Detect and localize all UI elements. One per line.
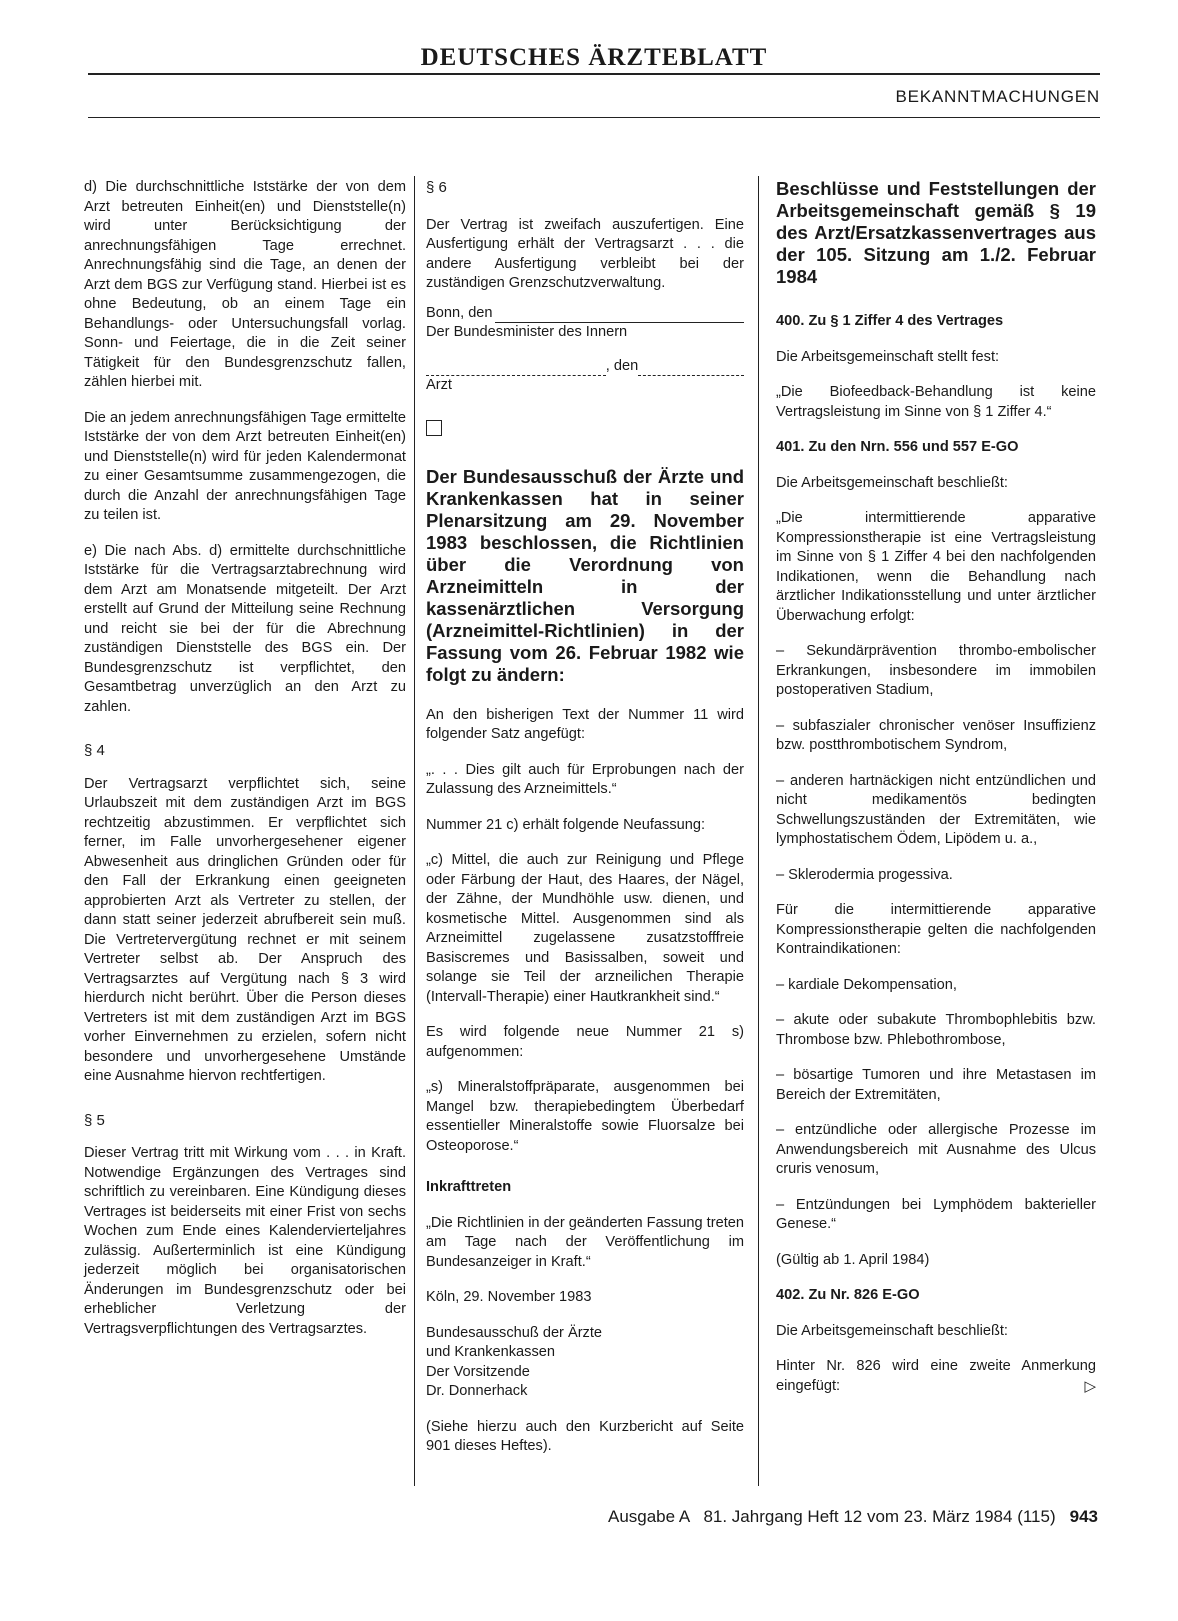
signature-line-1: Bundesausschuß der Ärzte [426, 1324, 603, 1341]
inkrafttreten-heading: Inkrafttreten [426, 1179, 512, 1195]
heading-402: 402. Zu Nr. 826 E-GO [776, 1287, 920, 1303]
section-6-heading: § 6 [426, 179, 447, 196]
paragraph-iststaerke: Die an jedem anrechnungsfähigen Tage ermittelte Iststärke der von dem Arzt betreuten Einheit(en) und Dienststelle(n) wird für jeden Kalendermonat zu einer Gesamtsumme zusammengezogen, die durch die Anzahl der anrechnungsfähigen Tage zu teilen ist. [84, 409, 406, 523]
section-4-text: Der Vertragsarzt verpflichtet sich, seine Urlaubszeit mit dem zuständigen Arzt im BGS rechtzeitig abzustimmen. Er verpflichtet sich ferner, im Falle unvorhergesehener eigener Abwesenheit aus dringlichen Gründen oder für den Fall der Erkrankung einen geeigneten approbierten Arzt als Vertreter zu stellen, der dann statt seiner jederzeit abrufbereit sein muß. Die Vertretervergütung rechnet er mit seinem Vertreter selbst ab. Der Anspruch des Vertragsarztes auf Vergütung nach § 3 wird hierdurch nicht berührt. Über die Person dieses Vertreters ist mit dem zuständigen Arzt im BGS vorher Einvernehmen zu erzielen, sofern nicht besondere und unvorhergesehene Umstände eine Ausnahme hiervon rechtfertigen. [84, 775, 406, 1084]
beschluss-intro-402: Die Arbeitsgemeinschaft beschließt: [776, 1322, 1008, 1339]
section-rule [88, 117, 1100, 118]
footer [608, 1506, 1098, 1528]
inkrafttreten-text: „Die Richtlinien in der geänderten Fassung treten am Tage nach der Veröffentlichung im Bundesanzeiger in Kraft.“ [426, 1214, 744, 1270]
place-date: Köln, 29. November 1983 [426, 1289, 592, 1305]
header-rule [88, 73, 1100, 75]
bonn-signature-line [426, 304, 744, 324]
arzt-label: Arzt [426, 377, 452, 393]
indication-4: – Sklerodermia progessiva. [776, 866, 953, 883]
nummer-11-quote: „. . . Dies gilt auch für Erprobungen nach der Zulassung des Arzneimittels.“ [426, 761, 744, 797]
signature-line-2: und Krankenkassen [426, 1344, 555, 1360]
contraindication-4: – entzündliche oder allergische Prozesse im Anwendungsbereich mit Ausnahme des Ulcus cruris venosum, [776, 1122, 1096, 1177]
column-divider-1 [414, 176, 415, 1486]
dashed-rule-left [426, 363, 606, 376]
signature-rule [495, 308, 744, 323]
dashed-rule-right [638, 363, 744, 376]
indication-1: – Sekundärprävention thrombo-embolischer Erkrankungen, insbesondere im immobilen postoperativen Stadium, [776, 643, 1096, 698]
minister-label: Der Bundesminister des Innern [426, 324, 628, 340]
arzt-signature-line [426, 357, 744, 377]
beschluss-intro-401: Die Arbeitsgemeinschaft beschließt: [776, 474, 1008, 491]
signature-block [426, 1324, 744, 1402]
anmerkung-text [776, 1357, 1096, 1396]
heading-400: 400. Zu § 1 Ziffer 4 des Vertrages [776, 313, 1004, 329]
heading-401: 401. Zu den Nrn. 556 und 557 E-GO [776, 439, 1019, 455]
issue-info: Ausgabe A 81. Jahrgang Heft 12 vom 23. März 1984 (115) [607, 1507, 1056, 1526]
column-1 [84, 178, 406, 1355]
kompression-quote: „Die intermittierende apparative Kompressionstherapie ist eine Vertragsleistung im Sinne von § 1 Ziffer 4 bei den nachfolgenden Indikationen, wenn die Behandlung nach ärztlicher Indikationsstellung und unter ärztlicher Überwachung erfolgt: [776, 510, 1096, 624]
signature-line-3: Der Vorsitzende [426, 1363, 530, 1380]
nummer-21c-intro: Nummer 21 c) erhält folgende Neufassung: [426, 816, 706, 833]
section-label: BEKANNTMACHUNGEN [895, 87, 1100, 106]
nummer-21c-quote: „c) Mittel, die auch zur Reinigung und Pflege oder Färbung der Haut, des Haares, der Nägel, der Zähne, der Mundhöhle usw. dienen, und kosmetische Mittel. Ausgenommen sind als Arzneimittel zugelassene zusatzstofffreie Basiscremes und Basissalben, soweit und solange sie Teil der arzneilichen Therapie (Intervall-Therapie) einer Hautkrankheit sind.“ [426, 852, 744, 1005]
paragraph-e: e) Die nach Abs. d) ermittelte durchschnittliche Iststärke für die Vertragsarztabrechnung wird dem Arzt am Monatsende mitgeteilt. Der Arzt erstellt auf Grund der Mitteilung seine Rechnung und reicht sie bei der für die Abrechnung zuständigen Dienststelle des BGS ein. Der Bundesgrenzschutz ist verpflichtet, den Gesamtbetrag unverzüglich an den Arzt zu zahlen. [84, 542, 406, 715]
section-6-text: Der Vertrag ist zweifach auszufertigen. Eine Ausfertigung erhält der Vertragsarzt . . . die andere Ausfertigung verbleibt bei der zuständigen Grenzschutzverwaltung. [426, 216, 744, 291]
section-5-heading: § 5 [84, 1111, 105, 1129]
biofeedback-quote: „Die Biofeedback-Behandlung ist keine Vertragsleistung im Sinne von § 1 Ziffer 4.“ [776, 384, 1096, 420]
nummer-21s-quote: „s) Mineralstoffpräparate, ausgenommen bei Mangel bzw. therapiebedingtem Überbedarf essentieller Mineralstoffe sowie Fluorsalze bei Osteoporose.“ [426, 1079, 744, 1154]
signature-line-4: Dr. Donnerhack [426, 1383, 528, 1399]
indication-2: – subfaszialer chronischer venöser Insuffizienz bzw. postthrombotischem Syndrom, [776, 717, 1096, 753]
column-2 [426, 178, 744, 1473]
bonn-label: Bonn, den [426, 304, 493, 321]
indication-3: – anderen hartnäckigen nicht entzündlichen und nicht medikamentös bedingten Schwellungszuständen der Extremitäten, wie lymphostatischem Ödem, Lipödem u. a., [776, 772, 1096, 847]
continue-arrow-icon: ▷ [1084, 1377, 1096, 1395]
feststellung-intro: Die Arbeitsgemeinschaft stellt fest: [776, 348, 1000, 365]
section-4-heading: § 4 [84, 742, 105, 759]
paragraph-d: d) Die durchschnittliche Iststärke der von dem Arzt betreuten Einheit(en) und Dienststelle(n) wird unter Berücksichtigung der anrechnungsfähigen Tage errechnet. Anrechnungsfähig sind die Tage, an denen der Arzt dem BGS zur Verfügung stand. Hierbei ist es ohne Bedeutung, ob an einem Tage ein Behandlungs- oder Untersuchungsfall vorlag. Sonn- und Feiertage, die in die Zeit seiner Tätigkeit für den Bundesgrenzschutz fallen, zählen hierbei mit. [84, 179, 406, 390]
kontraindikationen-intro: Für die intermittierende apparative Kompressionstherapie gelten die nachfolgenden Kontraindikationen: [776, 902, 1096, 957]
contraindication-1: – kardiale Dekompensation, [776, 976, 957, 993]
nummer-21s-intro: Es wird folgende neue Nummer 21 s) aufgenommen: [426, 1024, 744, 1060]
page-number: 943 [1069, 1507, 1098, 1526]
kurzbericht-note: (Siehe hierzu auch den Kurzbericht auf Seite 901 dieses Heftes). [426, 1418, 744, 1454]
column-divider-2 [758, 176, 759, 1486]
den-label: , den [605, 357, 639, 374]
arbeitsgemeinschaft-headline: Beschlüsse und Feststellungen der Arbeitsgemeinschaft gemäß § 19 des Arzt/Ersatzkassenvertrages aus der 105. Sitzung am 1./2. Februar 1984 [776, 178, 1096, 287]
contraindication-3: – bösartige Tumoren und ihre Metastasen im Bereich der Extremitäten, [776, 1067, 1096, 1103]
end-square-icon [426, 420, 442, 436]
column-3 [776, 178, 1096, 1412]
section-5-text: Dieser Vertrag tritt mit Wirkung vom . . . in Kraft. Notwendige Ergänzungen des Vertrages sind schriftlich zu vereinbaren. Eine Kündigung dieses Vertrages ist beiderseits mit einer Frist von sechs Wochen zum Ende eines Kalendervierteljahres zulässig. Außerterminlich ist eine Kündigung jederzeit möglich bei organisatorischen Änderungen im Bundesgrenzschutz oder bei erheblicher Verletzung der Vertragsverpflichtungen des Vertragsarztes. [84, 1145, 406, 1337]
contraindication-5: – Entzündungen bei Lymphödem bakterieller Genese.“ [776, 1196, 1096, 1232]
masthead: DEUTSCHES ÄRZTEBLATT [420, 44, 768, 71]
contraindication-2: – akute oder subakute Thrombophlebitis bzw. Thrombose bzw. Phlebothrombose, [776, 1012, 1096, 1048]
anmerkung-label: Hinter Nr. 826 wird eine zweite Anmerkung eingefügt: [776, 1358, 1096, 1394]
validity-note: (Gültig ab 1. April 1984) [776, 1251, 930, 1268]
bundesausschuss-headline: Der Bundesausschuß der Ärzte und Krankenkassen hat in seiner Plenarsitzung am 29. November 1983 beschlossen, die Richtlinien über die Verordnung von Arzneimitteln in der kassenärztlichen Versorgung (Arzneimittel-Richtlinien) in der Fassung vom 26. Februar 1982 wie folgt zu ändern: [426, 465, 744, 685]
nummer-11-intro: An den bisherigen Text der Nummer 11 wird folgender Satz angefügt: [426, 706, 744, 742]
